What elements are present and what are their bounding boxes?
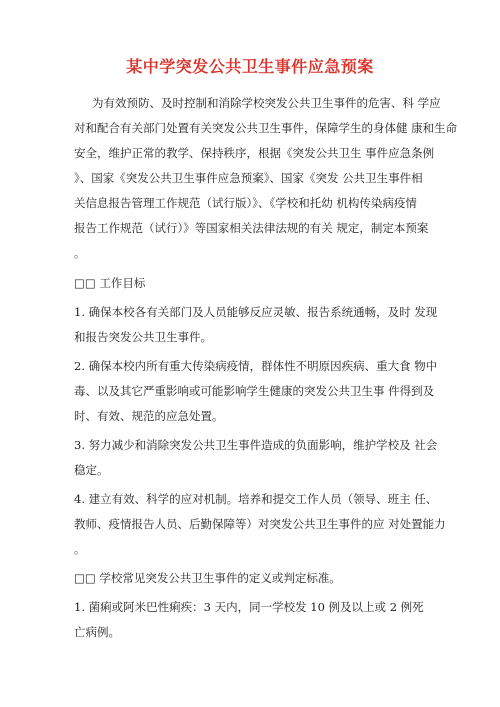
list-item-line: 2. 确保本校内所有重大传染病疫情，群体性不明原因疾病、重大食 物中 — [74, 359, 438, 373]
list-item-line: 和报告突发公共卫生事件。 — [74, 330, 212, 344]
paragraph-line: 关信息报告管理工作规范（试行版）》、《学校和托幼 机构传染病疫情 — [74, 196, 417, 210]
list-item-line: 。 — [74, 542, 86, 556]
paragraph-line: 》、国家《突发公共卫生事件应急预案》、国家《突发 公共卫生事件相 — [74, 171, 423, 185]
paragraph-line: 报告工作规范（试行）》等国家相关法律法规的有关 规定，制定本预案 — [74, 221, 429, 235]
list-item-line: 时、有效、规范的应急处置。 — [74, 409, 224, 423]
list-item-line: 1. 确保本校各有关部门及人员能够反应灵敏、报告系统通畅，及时 发现 — [74, 305, 438, 319]
list-item-line: 4. 建立有效、科学的应对机制。培养和提交工作人员（领导、班主 任、 — [74, 492, 438, 506]
list-item-line: 1. 菌痢或阿米巴性痢疾：3 天内，同一学校发 10 例及以上或 2 例死 — [74, 600, 424, 614]
list-item-line: 毒、以及其它严重影响或可能影响学生健康的突发公共卫生事 件得到及 — [74, 384, 435, 398]
paragraph-line: 对和配合有关部门处置有关突发公共卫生事件，保障学生的身体健 康和生命 — [74, 121, 458, 135]
paragraph-line: 。 — [74, 246, 86, 260]
paragraph-line: 安全，维护正常的教学、保持秩序，根据《突发公共卫生 事件应急条例 — [74, 146, 435, 160]
list-item-line: 3. 努力减少和消除突发公共卫生事件造成的负面影响，维护学校及 社会 — [74, 438, 438, 452]
list-item-line: 教师、疫情报告人员、后勤保障等）对突发公共卫生事件的应 对处置能力 — [74, 517, 446, 531]
paragraph-line: 为有效预防、及时控制和消除学校突发公共卫生事件的危害、科 学应 — [92, 96, 441, 110]
list-item-line: 亡病例。 — [74, 625, 120, 639]
list-item-line: 稳定。 — [74, 463, 109, 477]
section-heading: □□ 学校常见突发公共卫生事件的定义或判定标准。 — [74, 571, 341, 585]
document-title: 某中学突发公共卫生事件应急预案 — [126, 57, 374, 76]
section-heading: □□ 工作目标 — [74, 276, 146, 290]
